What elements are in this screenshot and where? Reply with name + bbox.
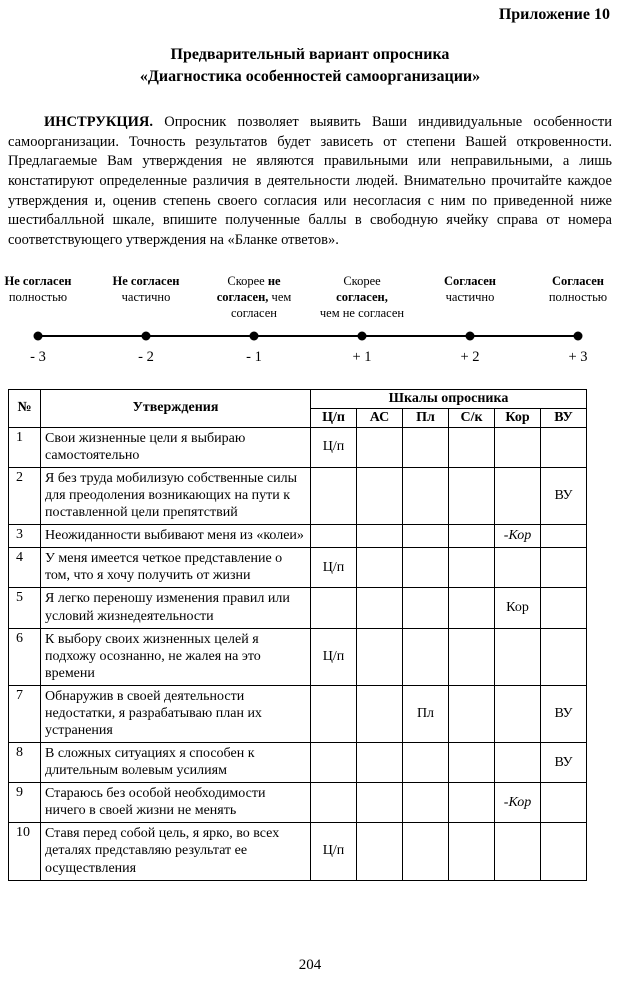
scale-column-header: Пл [403, 408, 449, 427]
empty-answer-cell [541, 628, 587, 685]
empty-answer-cell [541, 427, 587, 467]
col-header-number: № [9, 389, 41, 427]
scale-point-dot [250, 331, 259, 340]
empty-answer-cell [541, 588, 587, 628]
row-number-cell: 1 [9, 427, 41, 467]
scale-mark-cell: Кор [495, 588, 541, 628]
document-title-line2: «Диагностика особенностей самоорганизации» [139, 68, 481, 86]
scale-point-dot [34, 331, 43, 340]
col-header-scales-group: Шкалы опросника [311, 389, 587, 408]
statement-cell: Я легко переношу изменения правил или условий жизнедеятельности [41, 588, 311, 628]
statement-cell: Ставя перед собой цель, я ярко, во всех деталях представляю результат ее осуществления [41, 823, 311, 880]
statement-cell: У меня имеется четкое представление о том, что я хочу получить от жизни [41, 548, 311, 588]
empty-answer-cell [357, 685, 403, 742]
empty-answer-cell [311, 685, 357, 742]
scale-label: Согласен полностью [548, 273, 608, 304]
empty-answer-cell [357, 743, 403, 783]
scale-axis-line [38, 335, 578, 337]
row-number-cell: 7 [9, 685, 41, 742]
empty-answer-cell [449, 823, 495, 880]
empty-answer-cell [403, 467, 449, 524]
scale-point-dot [574, 331, 583, 340]
scale-mark-cell: ВУ [541, 743, 587, 783]
empty-answer-cell [449, 467, 495, 524]
empty-answer-cell [357, 628, 403, 685]
col-header-statements: Утверждения [41, 389, 311, 427]
table-header-row-1 [9, 389, 587, 408]
empty-answer-cell [449, 628, 495, 685]
row-number-cell: 5 [9, 588, 41, 628]
scale-mark-cell: ВУ [541, 685, 587, 742]
empty-answer-cell [403, 548, 449, 588]
statement-cell: Свои жизненные цели я выбираю самостоятельно [41, 427, 311, 467]
empty-answer-cell [449, 548, 495, 588]
statement-cell: Неожиданности выбивают меня из «колеи» [41, 525, 311, 548]
empty-answer-cell [495, 427, 541, 467]
scale-point-dot [466, 331, 475, 340]
table-row [9, 628, 587, 685]
scale-label: Не согласен частично [112, 273, 180, 304]
row-number-cell: 4 [9, 548, 41, 588]
empty-answer-cell [311, 783, 357, 823]
row-number-cell: 10 [9, 823, 41, 880]
empty-answer-cell [449, 588, 495, 628]
empty-answer-cell [449, 525, 495, 548]
empty-answer-cell [449, 685, 495, 742]
empty-answer-cell [311, 743, 357, 783]
instruction-paragraph [8, 113, 612, 251]
scale-value: - 1 [246, 348, 262, 365]
scale-point-dot [142, 331, 151, 340]
scale-mark-cell: Пл [403, 685, 449, 742]
table-row [9, 427, 587, 467]
statement-cell: Обнаружив в своей деятельности недостатки, я разрабатываю план их устранения [41, 685, 311, 742]
table-row [9, 525, 587, 548]
scale-mark-cell: Ц/п [311, 548, 357, 588]
scale-label: Согласен частично [443, 273, 497, 304]
statement-cell: В сложных ситуациях я способен к длительным волевым усилиям [41, 743, 311, 783]
empty-answer-cell [541, 525, 587, 548]
scale-mark-cell: -Кор [495, 783, 541, 823]
empty-answer-cell [449, 427, 495, 467]
statement-cell: Я без труда мобилизую собственные силы для преодоления возникающих на пути к поставленной цели препятствий [41, 467, 311, 524]
statement-cell: К выбору своих жизненных целей я подхожу осознанно, не жалея на это времени [41, 628, 311, 685]
rating-scale-figure [4, 273, 612, 369]
scale-column-header: С/к [449, 408, 495, 427]
empty-answer-cell [357, 525, 403, 548]
scale-value: - 3 [30, 348, 46, 365]
scale-column-header: Кор [495, 408, 541, 427]
scale-column-header: Ц/п [311, 408, 357, 427]
table-row [9, 743, 587, 783]
empty-answer-cell [357, 467, 403, 524]
empty-answer-cell [449, 743, 495, 783]
empty-answer-cell [495, 685, 541, 742]
empty-answer-cell [541, 548, 587, 588]
empty-answer-cell [403, 823, 449, 880]
scale-label: Скорее не согласен, чем согласен [216, 273, 292, 320]
table-row [9, 467, 587, 524]
page-number: 204 [298, 957, 322, 973]
document-title-line1: Предварительный вариант опросника [170, 46, 450, 63]
document-title [8, 44, 612, 89]
table-row [9, 588, 587, 628]
table-row [9, 548, 587, 588]
statement-cell: Стараюсь без особой необходимости ничего в своей жизни не менять [41, 783, 311, 823]
scale-value: - 2 [138, 348, 154, 365]
scale-mark-cell: -Кор [495, 525, 541, 548]
row-number-cell: 6 [9, 628, 41, 685]
scale-mark-cell: ВУ [541, 467, 587, 524]
scale-mark-cell: Ц/п [311, 427, 357, 467]
table-row [9, 823, 587, 880]
appendix-label: Приложение 10 [498, 6, 610, 23]
scale-label: Не согласен полностью [4, 273, 72, 304]
empty-answer-cell [403, 525, 449, 548]
empty-answer-cell [357, 588, 403, 628]
scale-value: + 1 [352, 348, 372, 365]
scale-column-header: АС [357, 408, 403, 427]
row-number-cell: 9 [9, 783, 41, 823]
empty-answer-cell [541, 783, 587, 823]
scale-column-header: ВУ [541, 408, 587, 427]
empty-answer-cell [403, 783, 449, 823]
scale-mark-cell: Ц/п [311, 823, 357, 880]
empty-answer-cell [403, 628, 449, 685]
empty-answer-cell [495, 467, 541, 524]
scale-point-dot [358, 331, 367, 340]
empty-answer-cell [403, 588, 449, 628]
questionnaire-table [8, 389, 587, 881]
empty-answer-cell [449, 783, 495, 823]
scale-label: Скорее согласен, чем не согласен [319, 273, 405, 320]
row-number-cell: 2 [9, 467, 41, 524]
empty-answer-cell [403, 743, 449, 783]
scale-value: + 3 [568, 348, 588, 365]
empty-answer-cell [541, 823, 587, 880]
empty-answer-cell [311, 588, 357, 628]
row-number-cell: 8 [9, 743, 41, 783]
empty-answer-cell [357, 548, 403, 588]
empty-answer-cell [495, 548, 541, 588]
empty-answer-cell [403, 427, 449, 467]
empty-answer-cell [495, 743, 541, 783]
table-row [9, 783, 587, 823]
table-row [9, 685, 587, 742]
empty-answer-cell [495, 628, 541, 685]
scale-mark-cell: Ц/п [311, 628, 357, 685]
empty-answer-cell [311, 525, 357, 548]
empty-answer-cell [357, 783, 403, 823]
instruction-text: Опросник позволяет выявить Ваши индивидуальные особенности самоорганизации. Точность результатов будет зависеть от степени Вашей откровенности. Предлагаемые Вам утверждения не являются правильными или неправильными, а лишь констатируют определенные различия в деятельности людей. Внимательно прочитайте каждое утверждения и, оценив степень своего согласия или несогласия с ним по приведенной ниже шестибалльной шкале, впишите полученные баллы в свободную ячейку справа от номера соответствующего утверждения на «Бланке ответов». [8, 113, 612, 249]
empty-answer-cell [357, 427, 403, 467]
instruction-label: ИНСТРУКЦИЯ. [44, 113, 154, 130]
row-number-cell: 3 [9, 525, 41, 548]
empty-answer-cell [495, 823, 541, 880]
empty-answer-cell [357, 823, 403, 880]
empty-answer-cell [311, 467, 357, 524]
scale-value: + 2 [460, 348, 480, 365]
